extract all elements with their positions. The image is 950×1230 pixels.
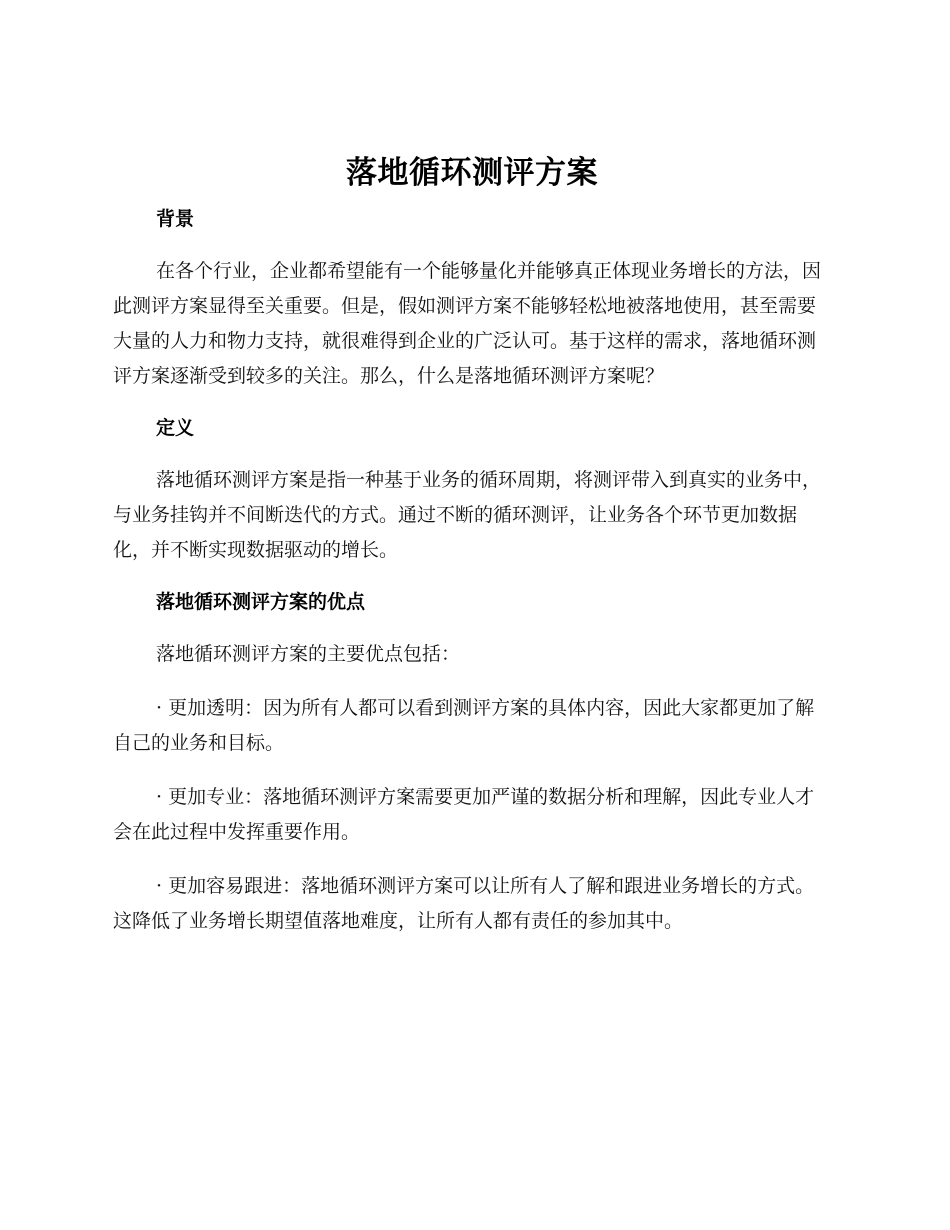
- advantage-item-easy-follow: · 更加容易跟进：落地循环测评方案可以让所有人了解和跟进业务增长的方式。这降低了业务增长期望值落地难度，让所有人都有责任的参加其中。: [113, 875, 815, 932]
- definition-paragraph: 落地循环测评方案是指一种基于业务的循环周期，将测评带入到真实的业务中，与业务挂钩并不间断迭代的方式。通过不断的循环测评，让业务各个环节更加数据化，并不断实现数据驱动的增长。: [113, 469, 822, 561]
- section-heading-background: 背景: [156, 208, 195, 230]
- document-body: [113, 153, 831, 939]
- background-paragraph: 在各个行业，企业都希望能有一个能够量化并能够真正体现业务增长的方法，因此测评方案显得至关重要。但是，假如测评方案不能够轻松地被落地使用，甚至需要大量的人力和物力支持，就很难得到企业的广泛认可。基于这样的需求，落地循环测评方案逐渐受到较多的关注。那么，什么是落地循环测评方案呢？: [113, 260, 822, 387]
- section-heading-advantages: 落地循环测评方案的优点: [156, 591, 366, 613]
- section-heading-definition: 定义: [156, 417, 195, 439]
- advantages-intro: 落地循环测评方案的主要优点包括：: [156, 643, 461, 665]
- document-title: 落地循环测评方案: [346, 155, 598, 191]
- advantage-item-professional: · 更加专业：落地循环测评方案需要更加严谨的数据分析和理解，因此专业人才会在此过程中发挥重要作用。: [113, 786, 815, 843]
- advantage-item-transparent: · 更加透明：因为所有人都可以看到测评方案的具体内容，因此大家都更加了解自己的业务和目标。: [113, 697, 815, 754]
